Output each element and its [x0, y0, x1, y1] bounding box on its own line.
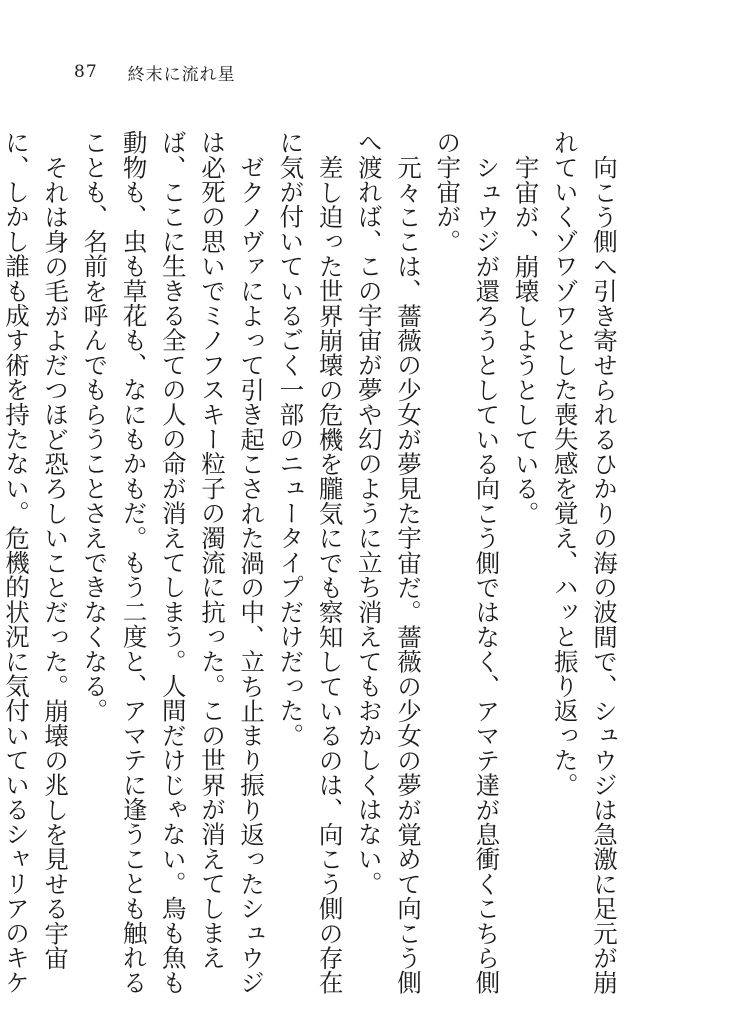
page-number: 87	[74, 62, 98, 82]
running-header	[74, 60, 236, 84]
paragraph: 向こう側へ引き寄せられるひかりの海の波間で、シュウジは急激に足元が崩れていくゾワゾワとした喪失感を覚え、ハッと振り返った。	[550, 130, 619, 995]
paragraph: シュウジが還ろうとしている向こう側ではなく、アマテ達が息衝くこちら側の宇宙が。	[433, 130, 502, 995]
paragraph: 元々ここは、薔薇の少女が夢見た宇宙だ。薔薇の少女の夢が覚めて向こう側へ渡れば、この宇宙が夢や幻のように立ち消えてもおかしくはない。	[354, 130, 423, 995]
running-title: 終末に流れ星	[127, 64, 236, 85]
paragraph: 宇宙が、崩壊しようとしている。	[511, 154, 541, 525]
paragraph: ゼクノヴァによって引き起こされた渦の中、立ち止まり振り返ったシュウジは必死の思いでミノフスキー粒子の濁流に抗った。この世界が消えてしまえば、ここに生きる全ての人の命が消えてしまう。人間だけじゃない。鳥も魚も動物も、虫も草花も、なにもかもだ。もう二度と、アマテに逢うことも触れることも、名前を呼んでもらうことさえできなくなる。	[80, 130, 267, 995]
body-text	[1, 130, 624, 1010]
paragraph: 差し迫った世界崩壊の危機を朧気にでも察知しているのは、向こう側の存在に気が付いているごく一部のニュータイプだけだった。	[276, 130, 345, 995]
paragraph: それは身の毛がよだつほど恐ろしいことだった。崩壊の兆しを見せる宇宙に、しかし誰も成す術を持たない。危機的状況に気付いているシャリアのキケ	[1, 130, 71, 995]
